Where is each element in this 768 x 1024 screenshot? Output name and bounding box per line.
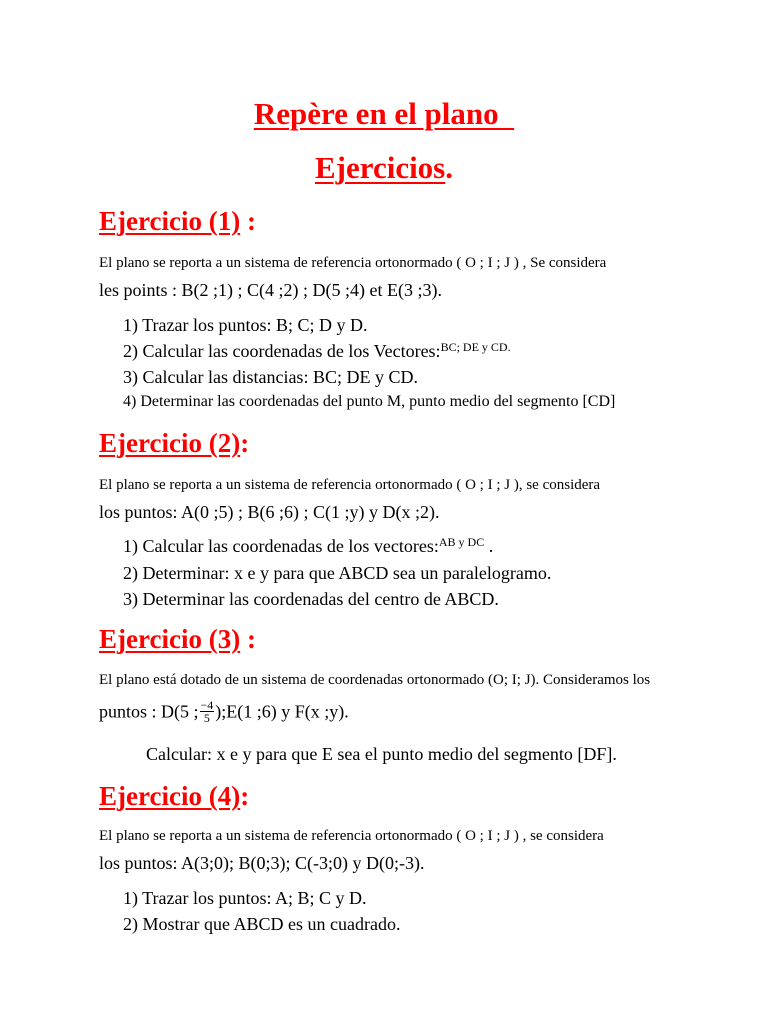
- exercise-1-item-1: 1) Trazar los puntos: B; C; D y D.: [123, 315, 368, 335]
- exercise-1-item-2: [123, 341, 511, 362]
- exercise-1-item-3: 3) Calcular las distancias: BC; DE y CD.: [123, 367, 418, 387]
- exercise-2-heading-suffix: :: [240, 428, 250, 458]
- exercise-1-intro-line1: El plano se reporta a un sistema de referencia ortonormado ( O ; I ; J ) , Se considera: [99, 255, 607, 271]
- exercise-4-heading-text: Ejercicio (4): [99, 781, 241, 811]
- exercise-2-item-1-text: 1) Calcular las coordenadas de los vectores:: [123, 536, 439, 556]
- exercise-1-heading: [99, 206, 256, 237]
- exercise-1-heading-text: Ejercicio (1): [99, 206, 241, 236]
- exercise-2-item-1: [123, 536, 493, 557]
- exercise-1-heading-suffix: :: [240, 206, 256, 236]
- fraction-numerator: −4: [200, 698, 214, 712]
- exercise-4-heading: [99, 781, 249, 812]
- exercise-2-item-3: 3) Determinar las coordenadas del centro de ABCD.: [123, 589, 499, 609]
- exercise-4-item-2: 2) Mostrar que ABCD es un cuadrado.: [123, 914, 401, 934]
- exercise-2-heading: [99, 428, 249, 459]
- exercise-3-heading: [99, 624, 256, 655]
- exercise-3-intro-before: puntos : D(5 ;: [99, 701, 199, 722]
- exercise-4-intro-line2: los puntos: A(3;0); B(0;3); C(-3;0) y D(0;-3).: [99, 853, 425, 873]
- exercise-1-item-2-vectors: BC; DE y CD.: [440, 340, 511, 354]
- exercise-3-heading-text: Ejercicio (3): [99, 624, 241, 654]
- fraction: [200, 699, 215, 724]
- exercise-4-intro-line1: El plano se reporta a un sistema de referencia ortonormado ( O ; I ; J ) , se considera: [99, 828, 604, 844]
- exercise-2-item-1-vectors: AB y DC: [438, 535, 485, 549]
- exercise-4-heading-suffix: :: [240, 781, 250, 811]
- page-title: Repère en el plano: [253, 96, 515, 131]
- subtitle-dot: .: [445, 150, 454, 185]
- exercise-1-item-4: 4) Determinar las coordenadas del punto M, punto medio del segmento [CD]: [123, 393, 616, 410]
- exercise-2-item-2: 2) Determinar: x e y para que ABCD sea un paralelogramo.: [123, 563, 552, 583]
- exercise-1-intro-line2: les points : B(2 ;1) ; C(4 ;2) ; D(5 ;4) et E(3 ;3).: [99, 280, 442, 300]
- exercise-3-intro-line2: [99, 698, 349, 726]
- exercise-3-intro-line1: El plano está dotado de un sistema de coordenadas ortonormado (O; I; J). Consideramos los: [99, 672, 651, 688]
- exercise-3-heading-suffix: :: [240, 624, 256, 654]
- page-subtitle: [0, 150, 768, 186]
- subtitle-text: Ejercicios: [314, 150, 446, 185]
- exercise-2-item-1-after: .: [484, 536, 494, 556]
- exercise-2-intro-line2: los puntos: A(0 ;5) ; B(6 ;6) ; C(1 ;y) y D(x ;2).: [99, 502, 440, 522]
- exercise-3-task: Calcular: x e y para que E sea el punto medio del segmento [DF].: [146, 744, 617, 764]
- exercise-4-item-1: 1) Trazar los puntos: A; B; C y D.: [123, 888, 367, 908]
- exercise-2-intro-line1: El plano se reporta a un sistema de referencia ortonormado ( O ; I ; J ), se considera: [99, 477, 601, 493]
- fraction-denominator: 5: [203, 711, 210, 725]
- exercise-1-item-2-text: 2) Calcular las coordenadas de los Vectores:: [123, 341, 441, 361]
- exercise-3-intro-after: );E(1 ;6) y F(x ;y).: [215, 701, 349, 722]
- exercise-2-heading-text: Ejercicio (2): [99, 428, 241, 458]
